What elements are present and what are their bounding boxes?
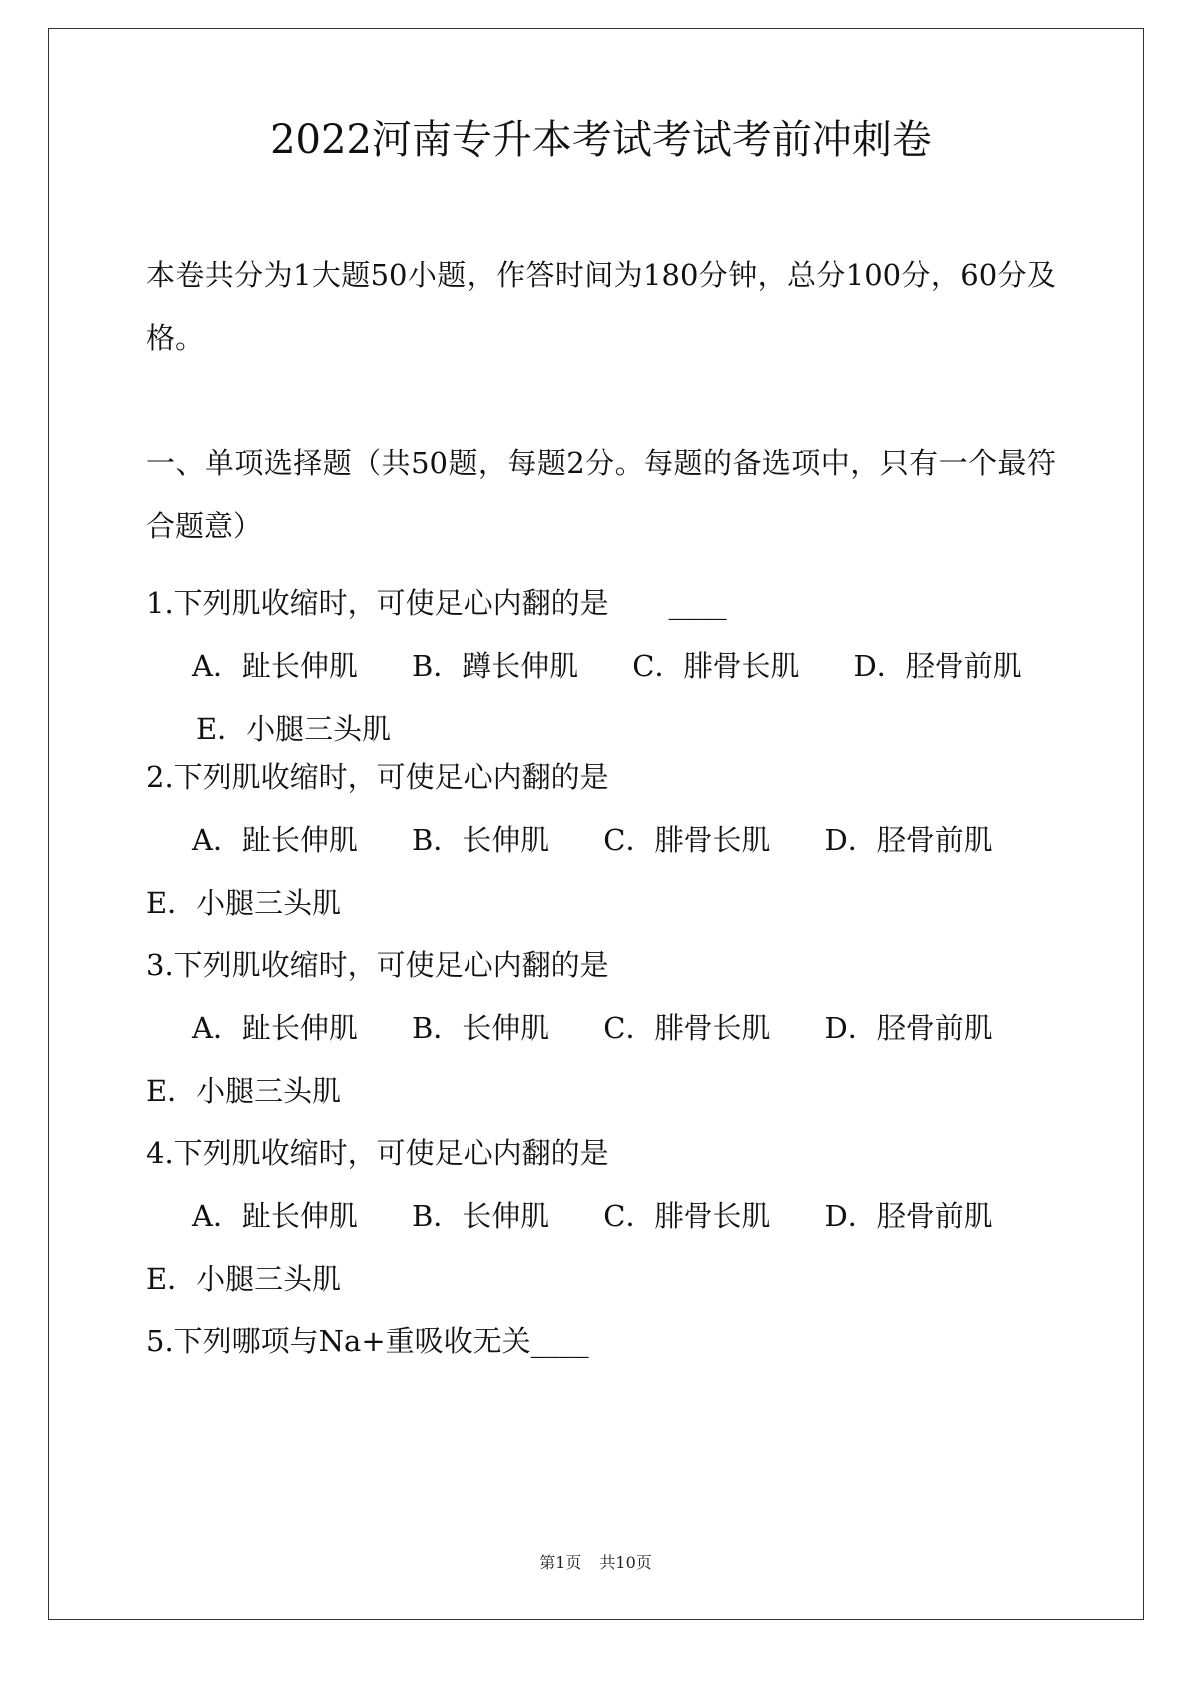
question-1: [146, 572, 1056, 761]
option-e: E．小腿三头肌: [146, 886, 342, 920]
option-b: B．长伸肌: [411, 823, 550, 857]
option-c: C．腓骨长肌: [603, 1011, 771, 1045]
question-3: [146, 934, 1056, 1123]
question-stem: 4.下列肌收缩时，可使足心内翻的是: [146, 1136, 609, 1170]
question-options: [146, 1185, 1056, 1248]
option-b: B．长伸肌: [411, 1011, 550, 1045]
option-d: D．胫骨前肌: [824, 1011, 993, 1045]
question-stem: 1.下列肌收缩时，可使足心内翻的是 ____: [146, 586, 727, 620]
question-stem: 5.下列哪项与Na+重吸收无关____: [146, 1324, 589, 1358]
exam-intro: 本卷共分为1大题50小题，作答时间为180分钟，总分100分，60分及格。: [146, 258, 1056, 355]
question-options-cont: [146, 1248, 1056, 1311]
page-footer: [0, 1552, 1191, 1574]
option-c: C．腓骨长肌: [603, 1199, 771, 1233]
question-options: [146, 635, 1056, 698]
question-options: [146, 997, 1056, 1060]
section-heading: 一、单项选择题（共50题，每题2分。每题的备选项中，只有一个最符合题意）: [146, 446, 1056, 543]
option-a: A．趾长伸肌: [192, 1011, 358, 1045]
question-options-cont: [146, 872, 1056, 935]
option-a: A．趾长伸肌: [192, 823, 358, 857]
question-stem: 2.下列肌收缩时，可使足心内翻的是: [146, 760, 609, 794]
option-a: A．趾长伸肌: [192, 649, 358, 683]
question-4: [146, 1122, 1056, 1311]
page-number: 第1页: [539, 1553, 582, 1572]
option-b: B．长伸肌: [411, 1199, 550, 1233]
option-e: E．小腿三头肌: [146, 1262, 342, 1296]
option-d: D．胫骨前肌: [853, 649, 1022, 683]
document-title: 2022河南专升本考试考试考前冲刺卷: [270, 117, 932, 163]
page-total: 共10页: [599, 1553, 652, 1572]
question-options: [146, 809, 1056, 872]
question-stem: 3.下列肌收缩时，可使足心内翻的是: [146, 948, 609, 982]
question-options-cont: [146, 1060, 1056, 1123]
option-e: E．小腿三头肌: [146, 1074, 342, 1108]
option-c: C．腓骨长肌: [632, 649, 800, 683]
option-d: D．胫骨前肌: [824, 823, 993, 857]
answer-blank: ____: [668, 586, 727, 620]
option-d: D．胫骨前肌: [824, 1199, 993, 1233]
question-5: [146, 1310, 1056, 1373]
option-e: E．小腿三头肌: [196, 712, 392, 746]
question-2: [146, 746, 1056, 935]
option-b: B．蹲长伸肌: [411, 649, 579, 683]
option-c: C．腓骨长肌: [603, 823, 771, 857]
option-a: A．趾长伸肌: [192, 1199, 358, 1233]
